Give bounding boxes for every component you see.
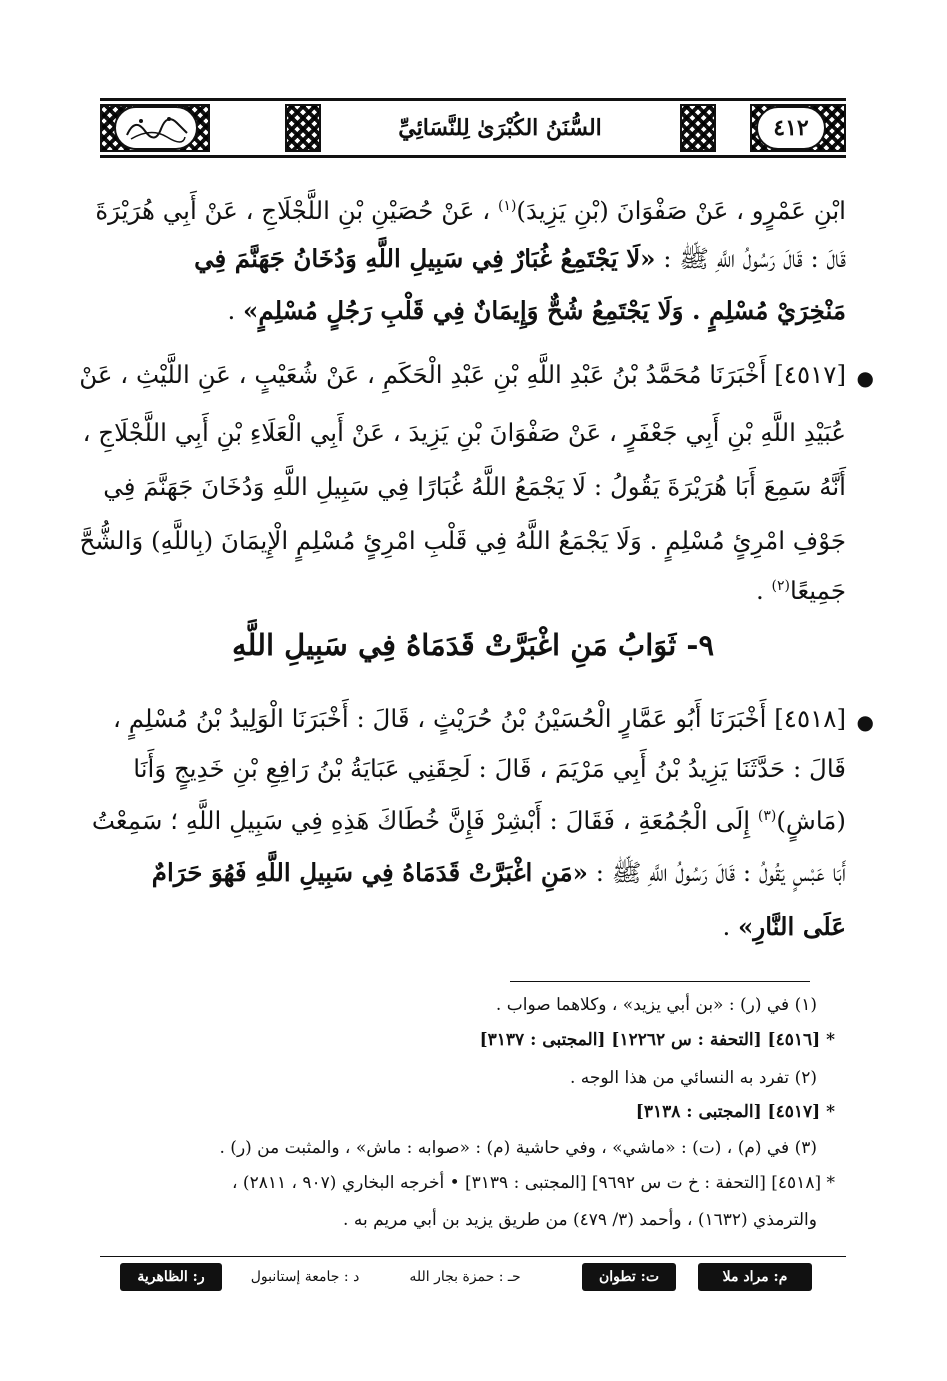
footnote-separator bbox=[510, 981, 810, 982]
p3-line-1: [٤٥١٨] أَخْبَرَنَا أَبُو عَمَّارٍ الْحُسَيْنُ بْنُ حُرَيْثٍ ، قَالَ : أَخْبَرَنَا الْوَلِيدُ بْنُ مُسْلِمٍ ، bbox=[113, 704, 846, 733]
page-number: ٤١٢ bbox=[756, 106, 826, 150]
book-title: السُّنَنُ الكُبْرَىٰ لِلنَّسَائِيِّ bbox=[398, 115, 602, 141]
footnote-ref-1: (١) bbox=[497, 197, 517, 214]
header-ornament-mid-right bbox=[680, 104, 716, 152]
text-span: (مَاشٍ) bbox=[776, 806, 846, 835]
text-span: ، عَنْ حُصَيْنِ بْنِ اللَّجْلَاجِ ، عَنْ أَبِي هُرَيْرَةَ bbox=[95, 196, 498, 225]
bullet-icon: ● bbox=[856, 710, 874, 734]
p2-line-1: [٤٥١٧] أَخْبَرَنَا مُحَمَّدُ بْنُ عَبْدِ اللَّهِ بْنِ عَبْدِ الْحَكَمِ ، عَنْ شُعَيْبٍ ، عَنِ اللَّيْثِ ، عَنْ bbox=[79, 360, 846, 389]
text-span: . bbox=[227, 296, 244, 325]
header-rule-top bbox=[100, 98, 846, 101]
footer-rule bbox=[100, 1256, 846, 1257]
hadith-text: مَنْخِرَيْ مُسْلِمٍ . وَلَا يَجْتَمِعُ شُحٌّ وَإِيمَانٌ فِي قَلْبِ رَجُلٍ مُسْلِمٍ» bbox=[243, 296, 846, 325]
manuscript-d-label: د : جامعة إستانبول bbox=[250, 1269, 360, 1285]
manuscript-t-badge: ت: تطوان bbox=[582, 1263, 676, 1291]
footnote-2: (٢) تفرد به النسائي من هذا الوجه . bbox=[569, 1068, 817, 1088]
header-rule-bottom bbox=[100, 155, 846, 158]
text-span: قَالَ : قَالَ رَسُولُ اللَّهِ ﷺ : bbox=[655, 244, 846, 273]
footnote-ref-2: (٢) bbox=[771, 577, 790, 594]
manuscript-h-label: حـ : حمزة بجار الله bbox=[409, 1269, 521, 1285]
footnote-3: (٣) في (م) ، (ت) : «ماشي» ، وفي حاشية (م) : «صوابه : ماش» ، والمثبت من (ر) . bbox=[219, 1138, 817, 1158]
manuscript-m-badge: م: مراد ملا bbox=[698, 1263, 812, 1291]
p2-line-3: أَنَّهُ سَمِعَ أَبَا هُرَيْرَةَ يَقُولُ : لَا يَجْمَعُ اللَّهُ غُبَارًا فِي سَبِيلِ اللَّهِ وَدُخَانَ جَهَنَّمَ فِي bbox=[103, 472, 846, 501]
p2-line-4: جَوْفِ امْرِئٍ مُسْلِمٍ . وَلَا يَجْمَعُ اللَّهُ فِي قَلْبِ امْرِئٍ مُسْلِمٍ الْإِيمَانَ (بِاللَّهِ) وَالشُّحَّ bbox=[79, 526, 846, 555]
footnote-ref-3: (٣) bbox=[757, 807, 777, 824]
p2-line-2: عُبَيْدِ اللَّهِ بْنِ أَبِي جَعْفَرٍ ، عَنْ صَفْوَانَ بْنِ يَزِيدَ ، عَنْ أَبِي الْعَلَاءِ بْنِ أَبِي اللَّجْلَاجِ ، bbox=[82, 418, 846, 447]
p1-line-1 bbox=[95, 196, 846, 225]
p3-line-5 bbox=[100, 912, 846, 941]
calligraphy-logo-icon bbox=[121, 111, 191, 145]
footnote-ref-4518: * [٤٥١٨] [التحفة : خ ت س ٩٦٩٢] [المجتبى : ٣١٣٩] • أخرجه البخاري (٩٠٧ ، ٢٨١١) ، bbox=[232, 1173, 835, 1193]
hadith-text: «مَنِ اغْبَرَّتْ قَدَمَاهُ فِي سَبِيلِ اللَّهِ فَهُوَ حَرَامٌ bbox=[151, 858, 588, 887]
section-heading: ٩- ثَوَابُ مَنِ اغْبَرَّتْ قَدَمَاهُ فِي سَبِيلِ اللَّهِ bbox=[231, 628, 715, 662]
p3-line-2: قَالَ : حَدَّثَنَا يَزِيدُ بْنُ أَبِي مَرْيَمَ ، قَالَ : لَحِقَنِي عَبَايَةُ بْنُ رَافِعِ بْنِ خَدِيجٍ وَأَنَا bbox=[133, 754, 846, 783]
p1-line-3 bbox=[100, 296, 846, 325]
text-span: إِلَى الْجُمُعَةِ ، فَقَالَ : أَبْشِرْ فَإِنَّ خُطَاكَ هَذِهِ فِي سَبِيلِ اللَّهِ ؛ سَمِعْتُ bbox=[91, 806, 758, 835]
p3-line-4 bbox=[100, 858, 846, 894]
p3-line-3 bbox=[91, 806, 846, 835]
p1-line-2 bbox=[100, 244, 846, 280]
header-ornament-mid-left bbox=[285, 104, 321, 152]
footnote-1: (١) في (ر) : «بن أبي يزيد» ، وكلاهما صواب . bbox=[495, 995, 817, 1015]
hadith-text: عَلَى النَّارِ» bbox=[738, 912, 846, 941]
bullet-icon: ● bbox=[856, 366, 874, 390]
p2-line-5 bbox=[100, 576, 846, 605]
text-span: . bbox=[722, 912, 739, 941]
text-span: أَبَا عَبْسٍ يَقُولُ : قَالَ رَسُولُ اللَّهِ ﷺ : bbox=[587, 858, 846, 887]
text-span: ابْنِ عَمْرٍو ، عَنْ صَفْوَانَ (بْنِ يَزِيدَ) bbox=[516, 196, 846, 225]
page-header bbox=[100, 98, 846, 158]
text-span: . bbox=[755, 576, 772, 605]
footnote-ref-4518-cont: والترمذي (١٦٣٢) ، وأحمد (٣/ ٤٧٩) من طريق يزيد بن أبي مريم به . bbox=[343, 1210, 817, 1230]
hadith-text: «لَا يَجْتَمِعُ غُبَارٌ فِي سَبِيلِ اللَّهِ وَدُخَانُ جَهَنَّمَ فِي bbox=[194, 244, 656, 273]
manuscript-r-badge: ر: الظاهرية bbox=[120, 1263, 222, 1291]
footnote-ref-4516: * [٤٥١٦] [التحفة : س ١٢٢٦٢] [المجتبى : ٣١٣٧] bbox=[479, 1030, 835, 1050]
book-logo bbox=[114, 106, 198, 150]
footnote-ref-4517: * [٤٥١٧] [المجتبى : ٣١٣٨] bbox=[635, 1102, 835, 1122]
text-span: جَمِيعًا bbox=[790, 576, 846, 605]
